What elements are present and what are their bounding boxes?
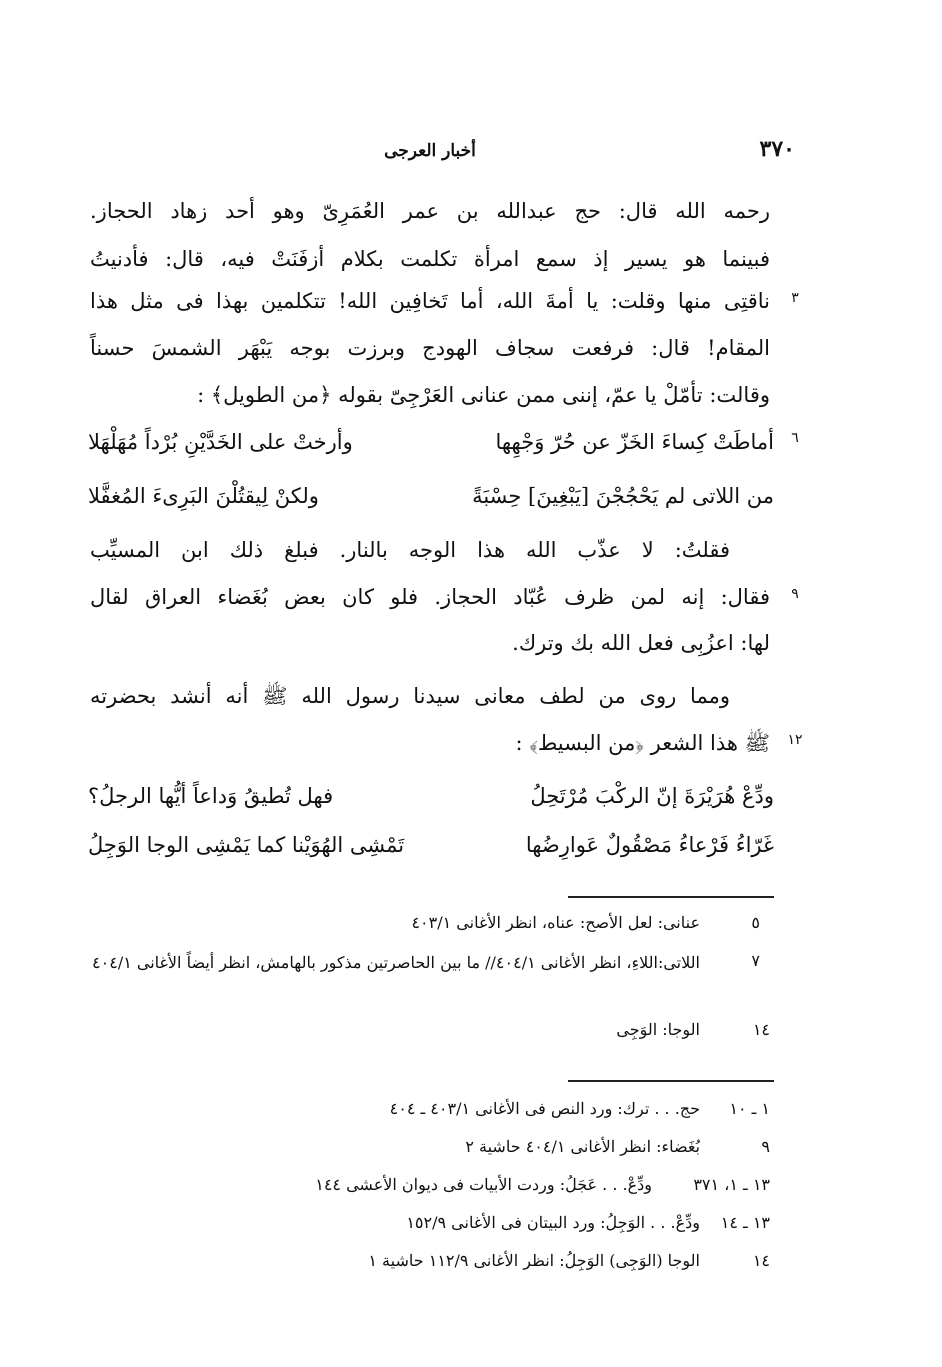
second-hemistich: فهل تُطيقُ وَداعاً أيُّها الرجلُ؟ [88, 784, 334, 808]
verse-line [88, 829, 774, 861]
text-line: وقالت: تأمّلْ يا عمّ، إننى ممن عنانى العَرْجِىّ بقوله ﴿من الطويل﴾ : [197, 383, 770, 407]
apparatus-note [80, 1019, 770, 1041]
line-number: ٣ [791, 290, 799, 306]
line-number: ٦ [791, 430, 799, 446]
verse-line [88, 780, 774, 812]
note-text: اللاتى:اللاءِ، انظر الأغانى ٤٠٤/١// ما بين الحاصرتين مذكور بالهامش، انظر أيضاً الأغانى ٤٠٤/١ [92, 953, 700, 972]
note-number: ٩ [761, 1137, 770, 1156]
source-note [80, 1098, 770, 1120]
verse-line [88, 480, 774, 512]
note-text: بُغَضاء: انظر الأغانى ٤٠٤/١ حاشية ٢ [465, 1137, 700, 1156]
source-note [80, 1212, 770, 1234]
verse-line [88, 426, 774, 458]
apparatus-note [80, 950, 770, 996]
second-hemistich: تَمْشِى الهُوَيْنا كما يَمْشِى الوجا الوَجِلُ [88, 833, 405, 857]
first-hemistich: غَرّاءُ فَرْعاءُ مَصْقُولٌ عَوارِضُها [525, 833, 774, 857]
source-note [80, 1174, 770, 1196]
note-number: ١ ـ ١٠ [729, 1099, 770, 1118]
page-number: ٣٧٠ [759, 136, 795, 162]
text-line: فقلتُ: لا عذّب الله هذا الوجه بالنار. فبلغ ذلك ابن المسيِّب [90, 538, 730, 562]
text-line: فبينما هو يسير إذ سمع امرأة تكلمت بكلام أزفَنَتْ فيه، قال: فأدنيتُ [90, 247, 770, 271]
apparatus-note [80, 912, 770, 934]
line-number: ٩ [791, 586, 799, 602]
first-hemistich: أماطَتْ كِساءَ الخَزّ عن حُرّ وَجْهِها [495, 430, 774, 454]
line-number: ١٢ [787, 732, 803, 748]
note-text: الوجا: الوَجِى [616, 1020, 700, 1039]
note-text: ودِّعْ. . . عَجَلُ: وردت الأبيات فى ديوان الأعشى ١٤٤ [315, 1175, 652, 1194]
note-number: ١٣ ـ ١٤ [720, 1213, 770, 1232]
second-hemistich: ولكنْ لِيقتُلْنَ البَرِىءَ المُغفَّلا [88, 484, 319, 508]
note-number: ١٤ [752, 1020, 770, 1039]
note-number: ١٤ [752, 1251, 770, 1270]
note-text: ودِّعْ. . . الوَجِلُ: ورد البيتان فى الأغانى ١٥٢/٩ [406, 1213, 700, 1232]
text-line: فقال: إنه لمن ظرف عُبّاد الحجاز. فلو كان بعض بُغَضاء العراق لقال [90, 585, 770, 609]
note-number: ٧ [751, 951, 760, 970]
footnote-rule [568, 1080, 774, 1082]
footnote-rule [568, 896, 774, 898]
text-line: ناقتِى منها وقلت: يا أمةَ الله، أما تَخافِين الله! تتكلمين بهذا فى مثل هذا [90, 289, 770, 313]
note-text: حج. . . ترك: ورد النص فى الأغانى ٤٠٣/١ ـ ٤٠٤ [389, 1099, 700, 1118]
second-hemistich: وأرختْ على الخَدَّيْنِ بُرْداً مُهَلْهَلا [88, 430, 353, 454]
text-line: ومما روى من لطف معانى سيدنا رسول الله ﷺ أنه أنشد بحضرته [90, 684, 730, 708]
note-text: الوجا (الوَجِى) الوَجِلُ: انظر الأغانى ١١٢/٩ حاشية ١ [368, 1251, 700, 1270]
text-line: لها: اعزُبِى فعل الله بك وترك. [512, 631, 770, 655]
first-hemistich: ودِّعْ هُرَيْرَةَ إنّ الركْبَ مُرْتَحِلُ [530, 784, 774, 808]
text-line: المقام! قال: فرفعت سجاف الهودج وبرزت بوجه يَبْهَر الشمسَ حسناً [90, 336, 770, 360]
text-line: رحمه الله قال: حج عبدالله بن عمر العُمَرِىّ وهو أحد زهاد الحجاز. [90, 199, 770, 223]
note-number: ١٣ ـ ١، ٣٧١ [693, 1175, 770, 1194]
text-line: ﷺ هذا الشعر ﴿من البسيط﴾ : [515, 731, 770, 755]
note-number: ٥ [751, 913, 760, 932]
first-hemistich: من اللاتى لم يَحْجُجْنَ [يَبْغِينَ] حِسْبَةً [472, 484, 774, 508]
note-text: عنانى: لعل الأصح: عناه، انظر الأغانى ٤٠٣/١ [411, 913, 700, 932]
running-title: أخبار العرجى [384, 141, 476, 161]
source-note [80, 1136, 770, 1158]
source-note [80, 1250, 770, 1272]
